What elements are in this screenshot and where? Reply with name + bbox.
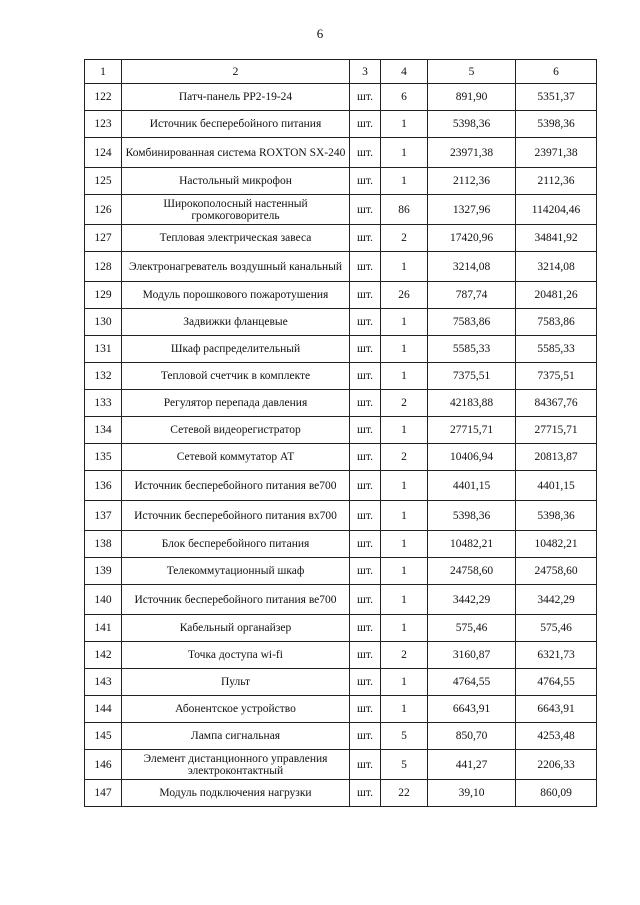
unit: шт. (350, 195, 381, 225)
quantity: 1 (381, 558, 428, 585)
table-header-row (85, 60, 597, 84)
quantity: 2 (381, 390, 428, 417)
row-number: 136 (85, 471, 122, 501)
quantity: 1 (381, 168, 428, 195)
total-cost: 27715,71 (516, 417, 597, 444)
item-name: Настольный микрофон (122, 168, 350, 195)
row-number: 144 (85, 696, 122, 723)
column-header: 2 (122, 60, 350, 84)
total-cost: 5351,37 (516, 84, 597, 111)
row-number: 125 (85, 168, 122, 195)
unit: шт. (350, 363, 381, 390)
unit-price: 3160,87 (428, 642, 516, 669)
row-number: 145 (85, 723, 122, 750)
table-row (85, 669, 597, 696)
unit-price: 6643,91 (428, 696, 516, 723)
total-cost: 7583,86 (516, 309, 597, 336)
table-row (85, 390, 597, 417)
unit: шт. (350, 501, 381, 531)
row-number: 122 (85, 84, 122, 111)
unit-price: 2112,36 (428, 168, 516, 195)
column-header: 3 (350, 60, 381, 84)
unit-price: 27715,71 (428, 417, 516, 444)
column-header: 5 (428, 60, 516, 84)
row-number: 131 (85, 336, 122, 363)
table-row (85, 531, 597, 558)
item-name: Источник бесперебойного питания ве700 (122, 471, 350, 501)
unit-price: 5585,33 (428, 336, 516, 363)
total-cost: 6321,73 (516, 642, 597, 669)
unit: шт. (350, 225, 381, 252)
unit-price: 42183,88 (428, 390, 516, 417)
specification-table (84, 59, 597, 807)
table-row (85, 723, 597, 750)
quantity: 1 (381, 336, 428, 363)
table-row (85, 252, 597, 282)
unit: шт. (350, 417, 381, 444)
total-cost: 2112,36 (516, 168, 597, 195)
quantity: 22 (381, 780, 428, 807)
table-row (85, 696, 597, 723)
unit-price: 3214,08 (428, 252, 516, 282)
table-row (85, 309, 597, 336)
table-row (85, 282, 597, 309)
unit: шт. (350, 471, 381, 501)
table-row (85, 444, 597, 471)
quantity: 1 (381, 417, 428, 444)
table-row (85, 558, 597, 585)
quantity: 2 (381, 642, 428, 669)
item-name: Источник бесперебойного питания (122, 111, 350, 138)
unit: шт. (350, 309, 381, 336)
row-number: 142 (85, 642, 122, 669)
item-name: Патч-панель PP2-19-24 (122, 84, 350, 111)
row-number: 143 (85, 669, 122, 696)
total-cost: 5585,33 (516, 336, 597, 363)
unit-price: 5398,36 (428, 501, 516, 531)
quantity: 1 (381, 615, 428, 642)
unit-price: 575,46 (428, 615, 516, 642)
unit: шт. (350, 642, 381, 669)
unit: шт. (350, 111, 381, 138)
item-name: Элемент дистанционного управления электроконтактный (122, 750, 350, 780)
row-number: 137 (85, 501, 122, 531)
unit-price: 441,27 (428, 750, 516, 780)
column-header: 6 (516, 60, 597, 84)
unit: шт. (350, 750, 381, 780)
row-number: 126 (85, 195, 122, 225)
row-number: 132 (85, 363, 122, 390)
item-name: Модуль подключения нагрузки (122, 780, 350, 807)
row-number: 140 (85, 585, 122, 615)
total-cost: 4253,48 (516, 723, 597, 750)
total-cost: 34841,92 (516, 225, 597, 252)
quantity: 1 (381, 696, 428, 723)
table-row (85, 642, 597, 669)
unit: шт. (350, 615, 381, 642)
unit-price: 24758,60 (428, 558, 516, 585)
item-name: Широкополосный настенный громкоговоритель (122, 195, 350, 225)
quantity: 1 (381, 585, 428, 615)
row-number: 146 (85, 750, 122, 780)
item-name: Пульт (122, 669, 350, 696)
unit-price: 4764,55 (428, 669, 516, 696)
quantity: 1 (381, 138, 428, 168)
total-cost: 84367,76 (516, 390, 597, 417)
item-name: Сетевой коммутатор АТ (122, 444, 350, 471)
item-name: Задвижки фланцевые (122, 309, 350, 336)
table-row (85, 195, 597, 225)
row-number: 139 (85, 558, 122, 585)
quantity: 6 (381, 84, 428, 111)
row-number: 130 (85, 309, 122, 336)
unit-price: 10482,21 (428, 531, 516, 558)
unit: шт. (350, 723, 381, 750)
unit: шт. (350, 444, 381, 471)
table-row (85, 417, 597, 444)
unit-price: 5398,36 (428, 111, 516, 138)
quantity: 5 (381, 723, 428, 750)
item-name: Лампа сигнальная (122, 723, 350, 750)
table-row (85, 84, 597, 111)
total-cost: 20813,87 (516, 444, 597, 471)
row-number: 129 (85, 282, 122, 309)
table-row (85, 168, 597, 195)
unit-price: 4401,15 (428, 471, 516, 501)
item-name: Шкаф распределительный (122, 336, 350, 363)
table-row (85, 750, 597, 780)
unit-price: 10406,94 (428, 444, 516, 471)
table-row (85, 585, 597, 615)
table-row (85, 501, 597, 531)
quantity: 2 (381, 444, 428, 471)
unit: шт. (350, 585, 381, 615)
quantity: 1 (381, 111, 428, 138)
total-cost: 24758,60 (516, 558, 597, 585)
unit: шт. (350, 531, 381, 558)
row-number: 135 (85, 444, 122, 471)
unit: шт. (350, 780, 381, 807)
table-row (85, 615, 597, 642)
unit: шт. (350, 336, 381, 363)
item-name: Тепловая электрическая завеса (122, 225, 350, 252)
row-number: 128 (85, 252, 122, 282)
row-number: 127 (85, 225, 122, 252)
table-row (85, 111, 597, 138)
total-cost: 3442,29 (516, 585, 597, 615)
row-number: 138 (85, 531, 122, 558)
item-name: Источник бесперебойного питания вх700 (122, 501, 350, 531)
unit: шт. (350, 138, 381, 168)
total-cost: 5398,36 (516, 501, 597, 531)
item-name: Сетевой видеорегистратор (122, 417, 350, 444)
unit-price: 1327,96 (428, 195, 516, 225)
quantity: 1 (381, 669, 428, 696)
table-row (85, 363, 597, 390)
unit-price: 17420,96 (428, 225, 516, 252)
item-name: Источник бесперебойного питания ве700 (122, 585, 350, 615)
unit-price: 39,10 (428, 780, 516, 807)
unit: шт. (350, 669, 381, 696)
total-cost: 4401,15 (516, 471, 597, 501)
row-number: 147 (85, 780, 122, 807)
table-row (85, 471, 597, 501)
unit-price: 850,70 (428, 723, 516, 750)
quantity: 1 (381, 309, 428, 336)
item-name: Регулятор перепада давления (122, 390, 350, 417)
quantity: 1 (381, 531, 428, 558)
table-row (85, 138, 597, 168)
total-cost: 23971,38 (516, 138, 597, 168)
item-name: Электронагреватель воздушный канальный (122, 252, 350, 282)
unit: шт. (350, 252, 381, 282)
total-cost: 2206,33 (516, 750, 597, 780)
unit: шт. (350, 390, 381, 417)
unit-price: 891,90 (428, 84, 516, 111)
unit: шт. (350, 558, 381, 585)
column-header: 4 (381, 60, 428, 84)
table-row (85, 225, 597, 252)
total-cost: 5398,36 (516, 111, 597, 138)
total-cost: 114204,46 (516, 195, 597, 225)
unit: шт. (350, 696, 381, 723)
row-number: 124 (85, 138, 122, 168)
item-name: Модуль порошкового пожаротушения (122, 282, 350, 309)
quantity: 86 (381, 195, 428, 225)
item-name: Абонентское устройство (122, 696, 350, 723)
total-cost: 860,09 (516, 780, 597, 807)
total-cost: 575,46 (516, 615, 597, 642)
unit: шт. (350, 84, 381, 111)
unit-price: 787,74 (428, 282, 516, 309)
item-name: Точка доступа wi-fi (122, 642, 350, 669)
quantity: 5 (381, 750, 428, 780)
row-number: 123 (85, 111, 122, 138)
row-number: 133 (85, 390, 122, 417)
total-cost: 6643,91 (516, 696, 597, 723)
unit-price: 23971,38 (428, 138, 516, 168)
quantity: 26 (381, 282, 428, 309)
total-cost: 4764,55 (516, 669, 597, 696)
quantity: 1 (381, 471, 428, 501)
total-cost: 3214,08 (516, 252, 597, 282)
page-number: 6 (316, 26, 324, 41)
total-cost: 10482,21 (516, 531, 597, 558)
unit: шт. (350, 282, 381, 309)
item-name: Кабельный органайзер (122, 615, 350, 642)
item-name: Блок бесперебойного питания (122, 531, 350, 558)
quantity: 1 (381, 363, 428, 390)
unit-price: 7375,51 (428, 363, 516, 390)
unit: шт. (350, 168, 381, 195)
column-header: 1 (85, 60, 122, 84)
item-name: Комбинированная система ROXTON SX-240 (122, 138, 350, 168)
quantity: 2 (381, 225, 428, 252)
row-number: 141 (85, 615, 122, 642)
item-name: Телекоммутационный шкаф (122, 558, 350, 585)
row-number: 134 (85, 417, 122, 444)
unit-price: 7583,86 (428, 309, 516, 336)
total-cost: 7375,51 (516, 363, 597, 390)
item-name: Тепловой счетчик в комплекте (122, 363, 350, 390)
unit-price: 3442,29 (428, 585, 516, 615)
table-row (85, 336, 597, 363)
table-row (85, 780, 597, 807)
quantity: 1 (381, 252, 428, 282)
total-cost: 20481,26 (516, 282, 597, 309)
quantity: 1 (381, 501, 428, 531)
